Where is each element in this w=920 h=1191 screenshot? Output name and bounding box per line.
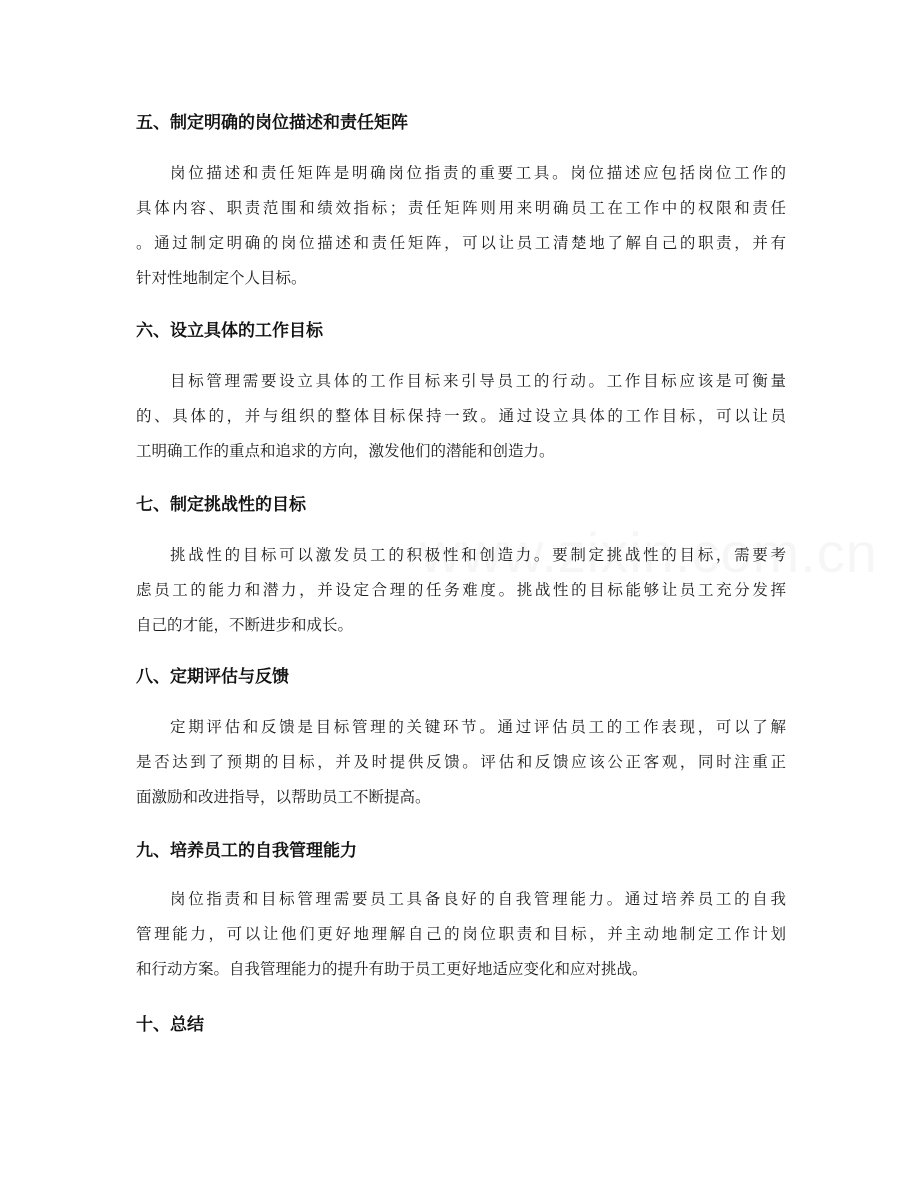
paragraph-line: 和行动方案。自我管理能力的提升有助于员工更好地适应变化和应对挑战。 <box>136 960 648 978</box>
paragraph-line: 是否达到了预期的目标，并及时提供反馈。评估和反馈应该公正客观，同时注重正 <box>136 753 786 771</box>
paragraph-line: 。通过制定明确的岗位描述和责任矩阵，可以让员工清楚地了解自己的职责，并有 <box>136 234 786 252</box>
paragraph-line: 目标管理需要设立具体的工作目标来引导员工的行动。工作目标应该是可衡量 <box>170 372 786 390</box>
section-paragraph-5 <box>136 156 786 296</box>
section-heading-8: 八、定期评估与反馈 <box>136 667 289 687</box>
section-paragraph-7 <box>136 538 786 643</box>
paragraph-line: 岗位指责和目标管理需要员工具备良好的自我管理能力。通过培养员工的自我 <box>170 890 786 908</box>
section-heading-7: 七、制定挑战性的目标 <box>136 495 306 515</box>
section-paragraph-9 <box>136 882 786 987</box>
paragraph-line: 挑战性的目标可以激发员工的积极性和创造力。要制定挑战性的目标，需要考 <box>170 546 786 564</box>
paragraph-line: 面激励和改进指导，以帮助员工不断提高。 <box>136 788 431 806</box>
paragraph-line: 具体内容、职责范围和绩效指标；责任矩阵则用来明确员工在工作中的权限和责任 <box>136 199 786 217</box>
paragraph-line: 针对性地制定个人目标。 <box>136 269 307 287</box>
section-paragraph-6 <box>136 364 786 469</box>
paragraph-line: 工明确工作的重点和追求的方向，激发他们的潜能和创造力。 <box>136 442 555 460</box>
section-heading-10: 十、总结 <box>136 1015 204 1035</box>
paragraph-line: 岗位描述和责任矩阵是明确岗位指责的重要工具。岗位描述应包括岗位工作的 <box>170 164 786 182</box>
section-paragraph-8 <box>136 710 786 815</box>
paragraph-line: 的、具体的，并与组织的整体目标保持一致。通过设立具体的工作目标，可以让员 <box>136 407 786 425</box>
paragraph-line: 管理能力，可以让他们更好地理解自己的岗位职责和目标，并主动地制定工作计划 <box>136 925 786 943</box>
paragraph-line: 自己的才能，不断进步和成长。 <box>136 616 354 634</box>
section-heading-9: 九、培养员工的自我管理能力 <box>136 841 357 861</box>
paragraph-line: 虑员工的能力和潜力，并设定合理的任务难度。挑战性的目标能够让员工充分发挥 <box>136 581 786 599</box>
paragraph-line: 定期评估和反馈是目标管理的关键环节。通过评估员工的工作表现，可以了解 <box>170 718 786 736</box>
section-heading-5: 五、制定明确的岗位描述和责任矩阵 <box>136 113 408 133</box>
section-heading-6: 六、设立具体的工作目标 <box>136 321 323 341</box>
